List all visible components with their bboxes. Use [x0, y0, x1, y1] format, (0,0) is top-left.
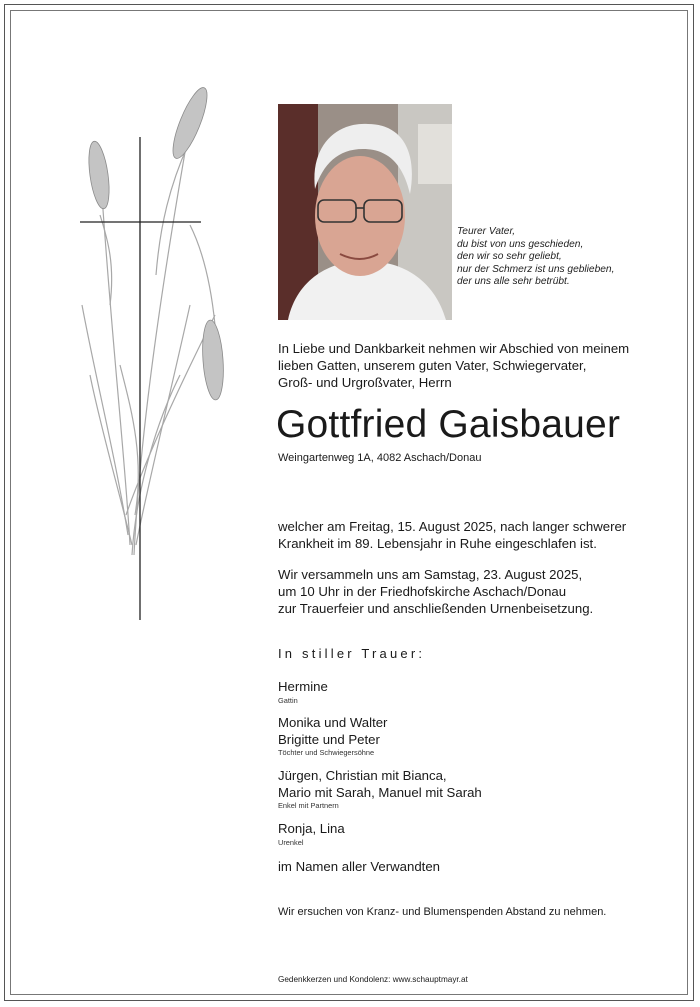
mourner-relation: Töchter und Schwiegersöhne	[278, 748, 375, 757]
intro-paragraph	[278, 340, 629, 391]
ceremony-paragraph	[278, 566, 593, 617]
passing-paragraph	[278, 518, 626, 552]
memorial-verse	[457, 226, 614, 289]
intro-line: Groß- und Urgroßvater, Herrn	[278, 375, 452, 390]
deceased-address: Weingartenweg 1A, 4082 Aschach/Donau	[278, 452, 482, 464]
wheat-ear-icon	[85, 84, 225, 401]
deceased-name: Gottfried Gaisbauer	[276, 403, 621, 446]
intro-line: lieben Gatten, unserem guten Vater, Schwiegervater,	[278, 358, 587, 373]
ceremony-line: um 10 Uhr in der Friedhofskirche Aschach/Donau	[278, 584, 567, 599]
ceremony-line: Wir versammeln uns am Samstag, 23. August 2025,	[278, 567, 583, 582]
verse-line: nur der Schmerz ist uns geblieben,	[457, 263, 615, 275]
verse-line: du bist von uns geschieden,	[457, 238, 584, 250]
passing-line: welcher am Freitag, 15. August 2025, nach langer schwerer	[278, 519, 627, 534]
mourner-group-spouse	[278, 679, 328, 706]
verse-line: den wir so sehr geliebt,	[457, 251, 562, 263]
mourner-relation: Gattin	[278, 695, 298, 705]
verse-line: der uns alle sehr betrübt.	[457, 276, 570, 288]
mourner-group-grandchildren	[278, 768, 482, 811]
mourner-name: Mario mit Sarah, Manuel mit Sarah	[278, 784, 482, 800]
condolence-footer: Gedenkkerzen und Kondolenz: www.schauptmayr.at	[278, 975, 468, 984]
mourner-group-great-grandchildren	[278, 821, 345, 848]
mourner-name: Jürgen, Christian mit Bianca,	[278, 768, 447, 783]
mourner-name: Ronja, Lina	[278, 821, 345, 836]
verse-line: Teurer Vater,	[457, 226, 516, 237]
cross-wheat-decoration	[70, 75, 240, 625]
passing-line: Krankheit im 89. Lebensjahr in Ruhe eingeschlafen ist.	[278, 536, 597, 551]
mourner-name: Hermine	[278, 679, 328, 694]
flower-request: Wir ersuchen von Kranz- und Blumenspenden Abstand zu nehmen.	[278, 906, 607, 918]
portrait-photo	[278, 104, 452, 320]
cross-icon	[80, 137, 201, 620]
mourner-name: Brigitte und Peter	[278, 731, 380, 747]
mourner-relation: Enkel mit Partnern	[278, 801, 339, 810]
mourners-title: In stiller Trauer:	[278, 646, 426, 661]
ceremony-line: zur Trauerfeier und anschließenden Urnenbeisetzung.	[278, 601, 594, 616]
mourners-closing: im Namen aller Verwandten	[278, 859, 440, 874]
intro-line: In Liebe und Dankbarkeit nehmen wir Abschied von meinem	[278, 341, 630, 356]
mourner-name: Monika und Walter	[278, 715, 388, 730]
mourner-group-daughters	[278, 715, 387, 758]
mourner-relation: Urenkel	[278, 837, 304, 847]
